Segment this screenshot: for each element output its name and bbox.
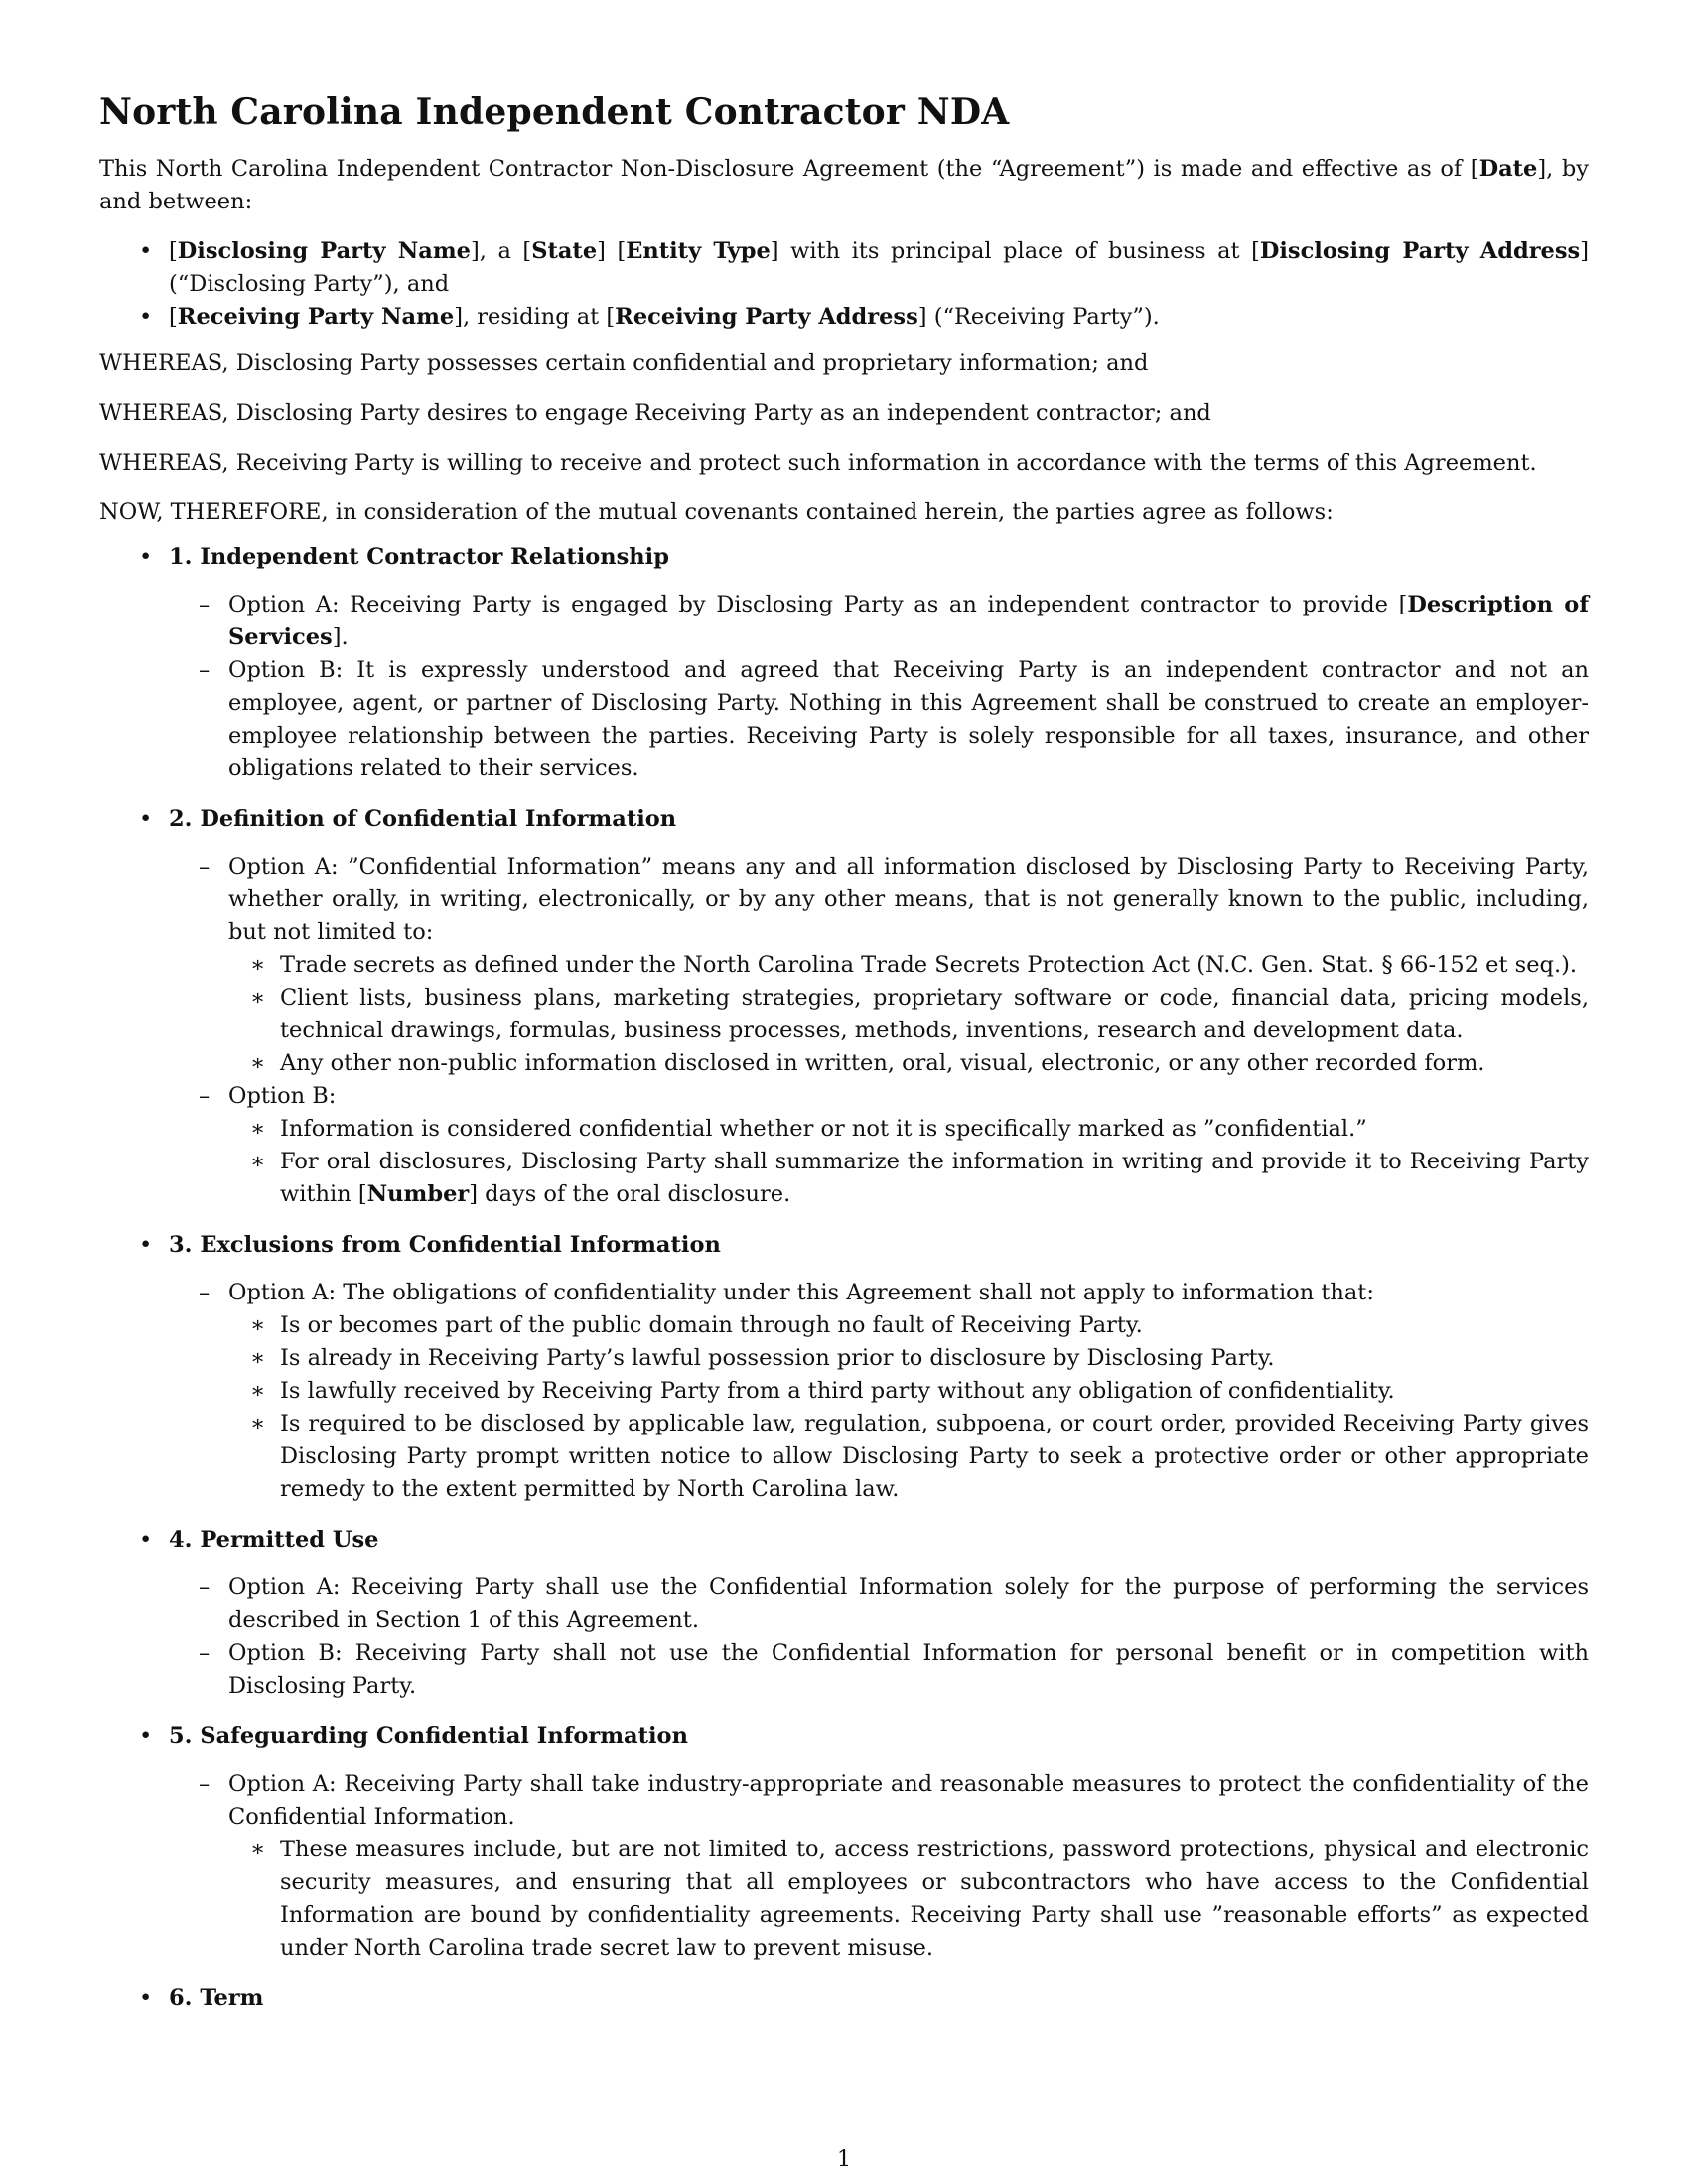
text: ].: [332, 624, 349, 650]
text: Option A: Receiving Party shall take industry-appropriate and reasonable measures to protect the confidentiality of the Confidential Information.: [228, 1771, 1589, 1830]
bracket: [: [169, 238, 178, 264]
intro-end: ], by and between:: [99, 156, 1590, 214]
section-4-title: • 4. Permitted Use: [169, 1527, 379, 1553]
text: ] days of the oral disclosure.: [469, 1181, 791, 1207]
list-item: ∗ These measures include, but are not limited to, access restrictions, password protections, physical and electronic security measures, and ensuring that all employees or subcontractors who have access to the Confidential Information are bound by confidentiality agreements. Receiving Party shall use ”reasonable efforts” as expected under North Carolina trade secret law to prevent misuse.: [228, 1834, 1589, 1965]
date-placeholder: Date: [1478, 156, 1538, 182]
section-4-options: [99, 1571, 1589, 1703]
description-of-services-placeholder: Description of Services: [228, 592, 1589, 650]
section-2-title: • 2. Definition of Confidential Information: [169, 806, 677, 832]
state-placeholder: State: [531, 238, 598, 264]
section-5-title: • 5. Safeguarding Confidential Information: [169, 1723, 688, 1749]
section-2-options: [99, 851, 1589, 1211]
section-3-options: [99, 1277, 1589, 1506]
sections-list: [99, 541, 1589, 2015]
list-item: ∗ Is lawfully received by Receiving Party from a third party without any obligation of confidentiality.: [228, 1375, 1589, 1408]
text: ], residing at [: [454, 304, 616, 330]
document-title: North Carolina Independent Contractor NDA: [99, 91, 1010, 133]
text: ], a [: [471, 238, 532, 264]
text: For oral disclosures, Disclosing Party shall summarize the information in writing and provide it to Receiving Party within [: [280, 1149, 1589, 1207]
recital-now-therefore: NOW, THEREFORE, in consideration of the mutual covenants contained herein, the parties agree as follows:: [99, 499, 1334, 525]
section-5-option-a-items: [169, 1834, 1589, 1965]
text: Option A: The obligations of confidentiality under this Agreement shall not apply to information that:: [228, 1280, 1374, 1305]
text: ] with its principal place of business at [: [770, 238, 1260, 264]
list-item: ∗ Client lists, business plans, marketing strategies, proprietary software or code, financial data, pricing models, technical drawings, formulas, business processes, methods, inventions, research and development data.: [228, 982, 1589, 1047]
text: ] [: [597, 238, 627, 264]
list-item: ∗ Information is considered confidential whether or not it is specifically marked as ”confidential.”: [228, 1113, 1589, 1146]
list-item: ∗ Is already in Receiving Party’s lawful possession prior to disclosure by Disclosing Party.: [228, 1342, 1589, 1375]
recital-3: WHEREAS, Receiving Party is willing to receive and protect such information in accordance with the terms of this Agreement.: [99, 450, 1537, 476]
section-5-option-a: [169, 1768, 1589, 1965]
section-3-option-a-items: [169, 1309, 1589, 1506]
intro-text: This North Carolina Independent Contractor Non-Disclosure Agreement (the “Agreement”) is made and effective as of [: [99, 156, 1479, 182]
bracket: [: [169, 304, 178, 330]
section-4: [99, 1524, 1589, 1703]
section-2-option-a-items: [169, 949, 1589, 1080]
list-item: ∗ Any other non-public information disclosed in written, oral, visual, electronic, or any other recorded form.: [228, 1047, 1589, 1080]
page-number: 1: [836, 2146, 852, 2172]
section-2-option-a: [169, 851, 1589, 1080]
text: Option A: ”Confidential Information” means any and all information disclosed by Disclosing Party to Receiving Party, whether orally, in writing, electronically, or by any other means, that is not generally known to the public, including, but not limited to:: [228, 854, 1589, 945]
list-item: ∗ Is or becomes part of the public domain through no fault of Receiving Party.: [228, 1309, 1589, 1342]
section-1-option-a: [169, 589, 1589, 654]
disclosing-party-item: [99, 235, 1589, 301]
section-1-title: • 1. Independent Contractor Relationship: [169, 544, 669, 570]
document-page: [99, 91, 1589, 2030]
receiving-party-item: [99, 301, 1589, 334]
section-6: [99, 1982, 1589, 2015]
text: ] (“Receiving Party”).: [917, 304, 1160, 330]
section-4-option-a: – Option A: Receiving Party shall use the Confidential Information solely for the purpose of performing the services described in Section 1 of this Agreement.: [169, 1571, 1589, 1637]
section-2-option-b-items: [169, 1113, 1589, 1211]
disclosing-party-address: Disclosing Party Address: [1259, 238, 1581, 264]
text: ] (“Disclosing Party”), and: [169, 238, 1589, 297]
list-item: [228, 1146, 1589, 1211]
entity-type-placeholder: Entity Type: [626, 238, 771, 264]
recital-1: WHEREAS, Disclosing Party possesses certain confidential and proprietary information; and: [99, 350, 1149, 376]
number-placeholder: Number: [366, 1181, 470, 1207]
section-3-title: • 3. Exclusions from Confidential Information: [169, 1232, 721, 1258]
section-1-options: [99, 589, 1589, 785]
recital-2: WHEREAS, Disclosing Party desires to engage Receiving Party as an independent contractor; and: [99, 400, 1211, 426]
list-item: ∗ Is required to be disclosed by applicable law, regulation, subpoena, or court order, provided Receiving Party gives Disclosing Party prompt written notice to allow Disclosing Party to seek a protective order or other appropriate remedy to the extent permitted by North Carolina law.: [228, 1408, 1589, 1506]
section-6-title: • 6. Term: [169, 1985, 264, 2011]
section-1-option-b: – Option B: It is expressly understood and agreed that Receiving Party is an independent contractor and not an employee, agent, or partner of Disclosing Party. Nothing in this Agreement shall be construed to create an employer-employee relationship between the parties. Receiving Party is solely responsible for all taxes, insurance, and other obligations related to their services.: [169, 654, 1589, 785]
section-3: [99, 1229, 1589, 1506]
receiving-party-address: Receiving Party Address: [615, 304, 918, 330]
section-3-option-a: [169, 1277, 1589, 1506]
text: Option B:: [228, 1083, 337, 1109]
section-5-options: [99, 1768, 1589, 1965]
intro-paragraph: [99, 153, 1589, 218]
section-2: [99, 803, 1589, 1211]
parties-list: [99, 235, 1589, 334]
section-4-option-b: – Option B: Receiving Party shall not use the Confidential Information for personal benefit or in competition with Disclosing Party.: [169, 1637, 1589, 1703]
section-5: [99, 1720, 1589, 1965]
receiving-party-name: Receiving Party Name: [177, 304, 455, 330]
text: Option A: Receiving Party is engaged by Disclosing Party as an independent contractor to provide [: [228, 592, 1408, 617]
section-1: [99, 541, 1589, 785]
list-item: ∗ Trade secrets as defined under the North Carolina Trade Secrets Protection Act (N.C. Gen. Stat. § 66-152 et seq.).: [228, 949, 1589, 982]
section-2-option-b: [169, 1080, 1589, 1211]
disclosing-party-name: Disclosing Party Name: [177, 238, 471, 264]
